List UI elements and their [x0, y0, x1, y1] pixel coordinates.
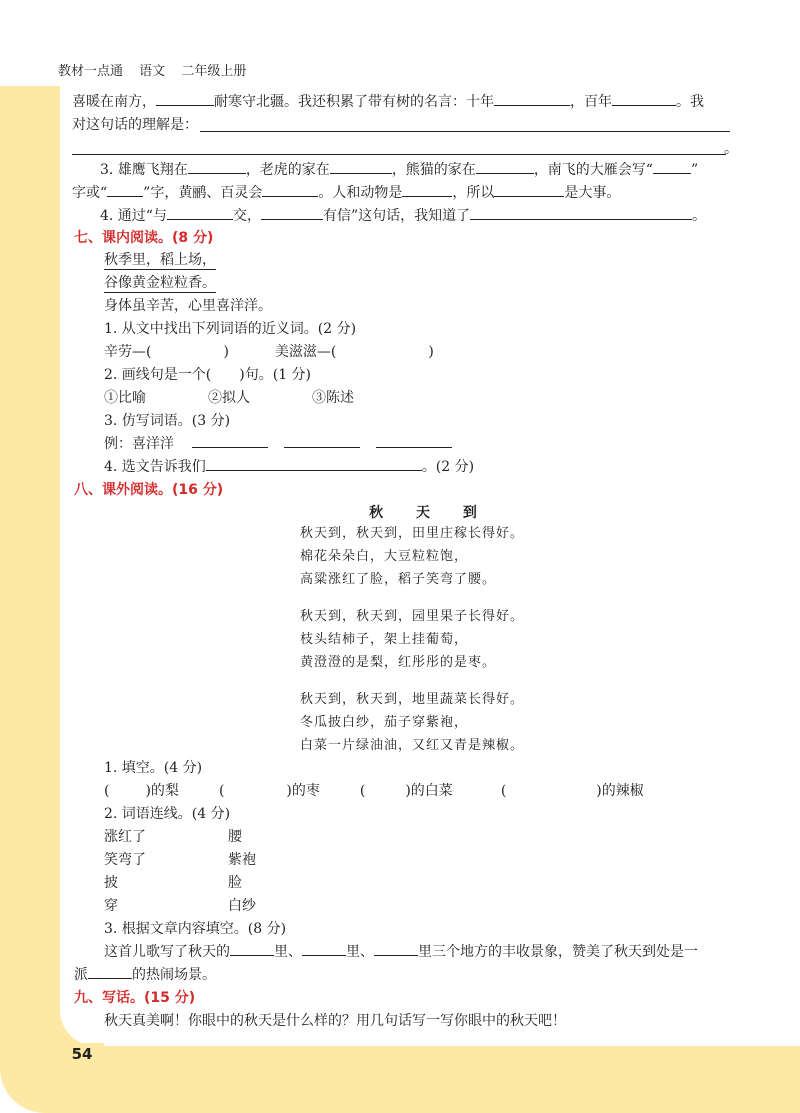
poem-line: 秋天到，秋天到，田里庄稼长得好。	[300, 526, 525, 541]
sec7-q3: 3. 仿写词语。(3 分)	[104, 413, 231, 429]
poem-line: 棉花朵朵白，大豆粒粒饱，	[300, 549, 469, 564]
match-left-item[interactable]: 穿	[104, 898, 118, 914]
sec7-q4: 4. 选文告诉我们 。(2 分)	[104, 459, 475, 475]
answer-blank[interactable]	[470, 206, 692, 220]
reading-line-3: 身体虽辛苦，心里喜洋洋。	[104, 298, 272, 314]
sec7-q1: 1. 从文中找出下列词语的近义词。(2 分)	[104, 321, 357, 337]
section-8-title: 八、课外阅读。(16 分)	[74, 482, 224, 498]
poem-line: 秋天到，秋天到，地里蔬菜长得好。	[300, 692, 525, 707]
book-name: 教材一点通	[58, 64, 124, 79]
answer-line[interactable]	[72, 154, 726, 155]
underlined-sentence: 秋季里，稻上场，	[104, 252, 216, 268]
answer-blank[interactable]	[476, 160, 534, 174]
answer-blank[interactable]	[612, 92, 676, 106]
poem-line: 冬瓜披白纱，茄子穿紫袍，	[300, 715, 469, 730]
poem-line: 枝头结柿子，架上挂葡萄，	[300, 632, 469, 647]
sec8-q3: 3. 根据文章内容填空。(8 分)	[104, 921, 287, 937]
answer-blank[interactable]	[402, 183, 452, 197]
answer-blank[interactable]	[376, 434, 452, 448]
poem-line: 高粱涨红了脸，稻子笑弯了腰。	[300, 572, 497, 587]
q2-line1: 喜暖在南方， 耐寒守北疆。我还积累了带有树的名言：十年 ，百年 。我	[72, 94, 704, 110]
q3-line2: 字或“ ”字，黄鹂、百灵会 。人和动物是 ，所以 是大事。	[72, 185, 621, 201]
subject-name: 语文	[139, 64, 166, 79]
period: 。	[724, 141, 738, 157]
answer-blank[interactable]	[107, 183, 143, 197]
sec8-q1-answers: ( )的梨 ( )的枣 ( )的白菜 ( )的辣椒	[104, 783, 644, 799]
poem-title: 秋 天 到	[369, 505, 491, 521]
q3-line1: 3. 雄鹰飞翔在 ，老虎的家在 ，熊猫的家在 ，南飞的大雁会写“ ”	[100, 162, 699, 178]
sec8-q3-line1: 这首儿歌写了秋天的 里、 里、 里三个地方的丰收景象，赞美了秋天到处是一	[104, 944, 698, 960]
match-left-item[interactable]: 涨红了	[104, 829, 146, 845]
sec7-q1-answers: 辛劳—( ) 美滋滋—( )	[104, 344, 434, 360]
answer-blank[interactable]	[88, 965, 132, 979]
answer-blank[interactable]	[302, 942, 346, 956]
sec7-q2-options	[104, 388, 354, 408]
option-3[interactable]: ③陈述	[312, 390, 354, 406]
match-left-item[interactable]: 披	[104, 875, 118, 891]
bottom-border-band	[0, 1068, 800, 1113]
section-7-title: 七、课内阅读。(8 分)	[74, 230, 214, 246]
poem-line: 白菜一片绿油油，又红又青是辣椒。	[300, 738, 525, 753]
sec8-q1: 1. 填空。(4 分)	[104, 760, 203, 776]
answer-blank[interactable]	[374, 942, 418, 956]
answer-blank[interactable]	[262, 183, 318, 197]
sec8-q3-line2: 派 的热闹场景。	[74, 967, 216, 983]
reading-line-1	[104, 250, 216, 270]
reading-line-2	[104, 273, 216, 293]
writing-prompt: 秋天真美啊！你眼中的秋天是什么样的？用几句话写一写你眼中的秋天吧！	[104, 1013, 566, 1029]
answer-line[interactable]	[200, 131, 730, 132]
option-1[interactable]: ①比喻	[104, 390, 146, 406]
option-2[interactable]: ②拟人	[208, 390, 250, 406]
grade-name: 二年级上册	[181, 64, 247, 79]
sec7-q2: 2. 画线句是一个( )句。(1 分)	[104, 367, 312, 383]
match-right-item[interactable]: 腰	[228, 829, 242, 845]
answer-blank[interactable]	[494, 183, 564, 197]
answer-blank[interactable]	[192, 434, 268, 448]
answer-blank[interactable]	[167, 206, 233, 220]
answer-blank[interactable]	[653, 160, 691, 174]
match-left-item[interactable]: 笑弯了	[104, 852, 146, 868]
q4-line: 4. 通过“与 交， 有信”这句话，我知道了 。	[100, 208, 707, 224]
sec7-q3-answers: 例：喜洋洋	[104, 434, 452, 454]
match-right-item[interactable]: 脸	[228, 875, 242, 891]
left-border-band	[0, 86, 60, 1068]
answer-blank[interactable]	[188, 160, 246, 174]
section-9-title: 九、写话。(15 分)	[74, 990, 196, 1006]
underlined-sentence: 谷像黄金粒粒香。	[104, 275, 216, 291]
poem-line: 秋天到，秋天到，园里果子长得好。	[300, 609, 525, 624]
sec8-q2: 2. 词语连线。(4 分)	[104, 806, 231, 822]
q2-line2: 对这句话的理解是：	[72, 117, 198, 133]
answer-blank[interactable]	[330, 160, 392, 174]
answer-blank[interactable]	[206, 457, 422, 471]
answer-blank[interactable]	[284, 434, 360, 448]
page-number: 54	[60, 1043, 104, 1065]
answer-blank[interactable]	[494, 92, 570, 106]
page-header	[58, 60, 258, 79]
answer-blank[interactable]	[261, 206, 323, 220]
answer-blank[interactable]	[156, 92, 214, 106]
match-right-item[interactable]: 紫袍	[228, 852, 256, 868]
poem-line: 黄澄澄的是梨，红彤彤的是枣。	[300, 655, 497, 670]
worksheet-page	[60, 86, 800, 1046]
match-right-item[interactable]: 白纱	[228, 898, 256, 914]
answer-blank[interactable]	[230, 942, 274, 956]
